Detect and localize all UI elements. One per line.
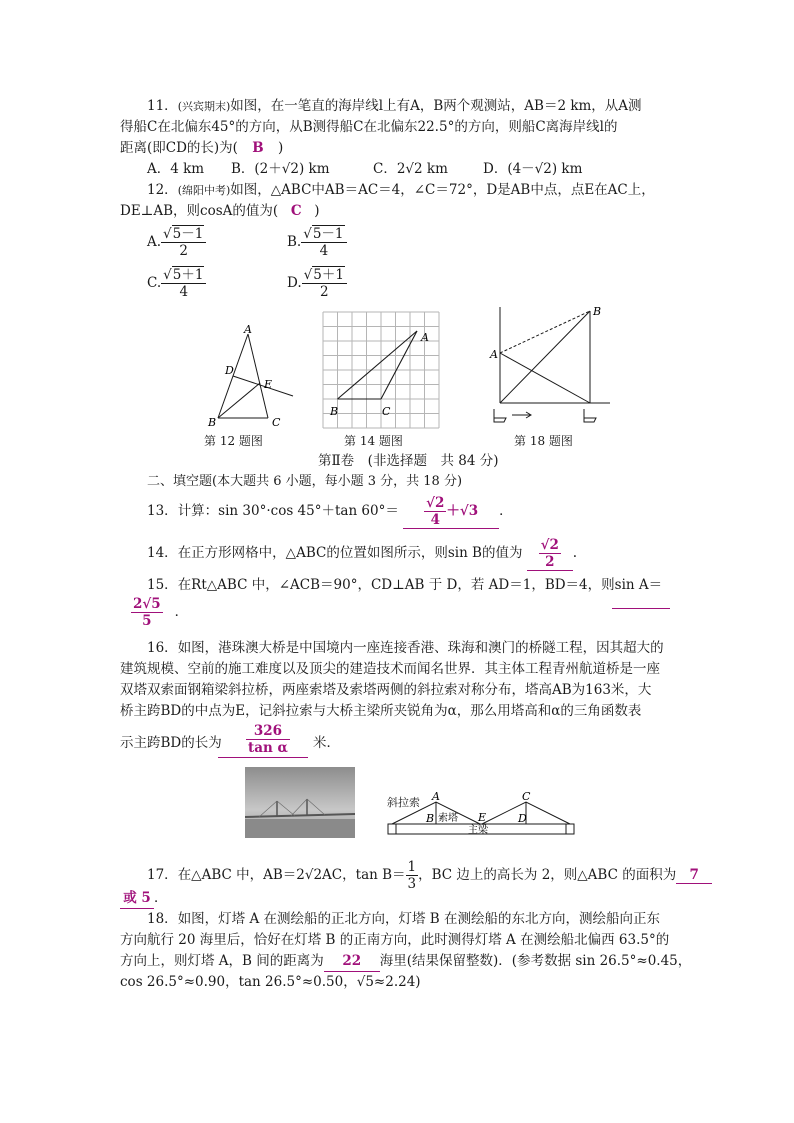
q16-answer-underline [218, 757, 308, 758]
q17-line1 [147, 859, 712, 892]
q12-option-c: C. $\frac{√5+1}{4}$ [147, 267, 206, 300]
fig12-label-a: A [244, 323, 252, 336]
q11-text1: 如图，在一笔直的海岸线l上有A，B两个观测站，AB＝2 km，从A测 [230, 98, 642, 114]
fig12-label-c: C [272, 416, 281, 428]
q15-answer-numerator: 2√5 [133, 596, 161, 612]
q12-option-d-denominator: 2 [319, 284, 329, 300]
fig14-label-a: A [421, 331, 429, 344]
q17-number: 17． [147, 867, 178, 883]
q18-line1 [147, 909, 660, 929]
q15-answer-denominator: 5 [142, 613, 152, 629]
q11-number: 11． [147, 98, 178, 114]
q14-line: 14．在正方形网格中，△ABC的位置如图所示，则sin B的值为 $\frac{√2}{2}$ . [147, 537, 578, 570]
q16-line5 [120, 733, 222, 753]
figure-12 [200, 322, 295, 428]
q12-line1 [147, 180, 655, 201]
bridge-label-d: D [518, 812, 527, 825]
q17-answer-2: 或 5 [120, 888, 154, 909]
q16-answer-denominator: tan α [248, 740, 288, 756]
q12-text1: 如图，△ABC中AB＝AC＝4，∠C＝72°，D是AB中点，点E在AC上， [230, 182, 655, 198]
q18-line4: cos 26.5°≈0.90，tan 26.5°≈0.50，√5≈2.24) [120, 974, 421, 990]
bridge-label-cable: 斜拉索 [387, 796, 420, 809]
q15-answer: $\frac{2√5}{5}$ ． [133, 596, 189, 629]
q12-option-d: D. $\frac{√5+1}{2}$ [287, 267, 347, 300]
fig12-label-e: E [264, 378, 273, 391]
q13-line: 13．计算：sin 30°·cos 45°＋tan 60°＝ $\frac{√2}{4}$ ＋√3 ． [147, 495, 513, 528]
fig14-label-b: B [330, 405, 339, 418]
figure-18 [488, 303, 616, 429]
fig18-caption: 第 18 题图 [514, 434, 573, 448]
q11-close: ) [277, 140, 284, 156]
q16-line3: 双塔双索面钢箱梁斜拉桥，两座索塔及索塔两侧的斜拉索对称分布，塔高AB为163米，大 [120, 682, 652, 698]
q12-answer: C [290, 203, 302, 219]
q12-option-c-denominator: 4 [179, 284, 189, 300]
q17-fraction-numerator: 1 [407, 859, 417, 875]
q11-line2 [120, 117, 617, 137]
q11-line1 [147, 96, 642, 117]
q13-answer-denominator: 4 [430, 512, 440, 528]
q14-answer-denominator: 2 [545, 554, 555, 570]
fig12-label-d: D [225, 364, 234, 377]
q18-line2: 方向航行 20 海里后，恰好在灯塔 B 的正南方向，此时测得灯塔 A 在测绘船北偏西 63.5°的 [120, 932, 670, 948]
q16-answer-numerator: 326 [246, 723, 290, 740]
q14-text: 在正方形网格中，△ABC的位置如图所示，则sin B的值为 [177, 545, 523, 561]
q15-text: 在Rt△ABC 中，∠ACB＝90°，CD⊥AB 于 D，若 AD＝1，BD＝4，则sin A＝ [177, 577, 663, 593]
q12-line2 [120, 201, 319, 221]
q12-option-b: B. $\frac{√5-1}{4}$ [287, 226, 347, 259]
fig14-caption: 第 14 题图 [344, 434, 403, 448]
q16-unit: 米． [313, 735, 340, 751]
q11-option-a: A．4 km [147, 161, 205, 177]
q12-close: ) [314, 203, 320, 219]
q17-fraction-denominator: 3 [407, 876, 417, 892]
q13-text: 计算：sin 30°·cos 45°＋tan 60°＝ [177, 503, 399, 519]
q11-option-c: C．2√2 km [373, 161, 448, 177]
q18-line3 [120, 951, 691, 972]
bridge-label-beam: 主梁 [468, 825, 488, 836]
fig12-label-b: B [208, 416, 217, 428]
q13-answer-numerator: √2 [426, 495, 445, 511]
section-2-heading: 二、填空题(本大题共 6 小题，每小题 3 分，共 18 分) [147, 474, 463, 489]
q18-answer: 22 [324, 951, 380, 972]
q16-line4: 桥主跨BD的中点为E，记斜拉索与大桥主梁所夹锐角为α，那么用塔高和α的三角函数表 [120, 703, 642, 719]
q11-option-b: B．(2＋√2) km [231, 161, 330, 177]
figure-14 [322, 311, 440, 429]
q11-tag: (兴宾期末) [177, 100, 231, 113]
q16-line1 [147, 638, 664, 658]
q11-text3: 距离(即CD的长)为( [120, 140, 238, 156]
q13-number: 13． [147, 503, 178, 519]
fig18-line-to-b [500, 311, 590, 403]
section-2-title: 第Ⅱ卷 (非选择题 共 84 分) [318, 453, 499, 469]
q13-answer-tail: ＋√3 [446, 503, 479, 519]
q15-line [147, 575, 662, 595]
bridge-label-c: C [522, 790, 531, 803]
q17-line2: 或 5 ． [120, 888, 168, 909]
q12-text2: DE⊥AB，则cosA的值为( [120, 203, 279, 219]
bridge-label-b: B [426, 812, 435, 825]
q11-options [147, 159, 582, 179]
bridge-photo [245, 767, 355, 838]
q11-answer: B [252, 140, 264, 156]
q12-tag: (绵阳中考) [177, 184, 231, 197]
q17-answer-1: 7 [676, 867, 712, 884]
fig14-label-c: C [382, 405, 391, 418]
q16-line2: 建筑规模、空前的施工难度以及顶尖的建造技术而闻名世界．其主体工程青州航道桥是一座 [120, 661, 660, 677]
fig18-line-a [500, 353, 590, 403]
q12-option-a: A. $\frac{√5-1}{2}$ [147, 226, 206, 259]
q18-text3b: 海里(结果保留整数)．(参考数据 sin 26.5°≈0.45， [379, 953, 692, 969]
fig14-grid [323, 312, 439, 428]
q17-text1: 在△ABC 中，AB＝2√2AC，tan B＝ [177, 867, 406, 883]
q16-text5: 示主跨BD的长为 [120, 735, 222, 751]
q12-option-c-numerator: 5＋1 [172, 267, 204, 283]
bridge-label-e: E [478, 811, 487, 824]
q11-option-d: D．(4－√2) km [483, 161, 583, 177]
q12-option-a-denominator: 2 [179, 243, 188, 259]
q12-option-b-denominator: 4 [319, 243, 329, 259]
q14-answer-numerator: √2 [540, 537, 559, 553]
fig18-ship-end-icon [584, 409, 596, 422]
fig12-side-ac [248, 334, 268, 418]
q14-number: 14． [147, 545, 178, 561]
q12-option-d-numerator: 5＋1 [313, 267, 344, 283]
q18-number: 18． [147, 911, 178, 927]
fig12-caption: 第 12 题图 [204, 434, 263, 448]
q18-text1: 如图，灯塔 A 在测绘船的正北方向，灯塔 B 在测绘船的东北方向，测绘船向正东 [177, 911, 661, 927]
q15-number: 15． [147, 577, 178, 593]
q16-number: 16． [147, 640, 178, 656]
q18-text3a: 方向上，则灯塔 A，B 间的距离为 [120, 953, 324, 969]
q15-answer-underline [612, 608, 670, 609]
fig18-ship-start-icon [494, 409, 506, 422]
q11-line3 [120, 138, 283, 158]
fig18-label-a: A [490, 348, 498, 361]
fig12-line-de [233, 376, 293, 396]
fig18-dashed-ab [500, 311, 590, 353]
q12-number: 12． [147, 182, 178, 198]
q11-text2: 得船C在北偏东45°的方向，从B测得船C在北偏东22.5°的方向，则船C离海岸线l的 [120, 119, 618, 135]
fig18-label-b: B [593, 305, 602, 318]
bridge-label-a: A [432, 790, 440, 803]
q16-answer [232, 723, 304, 756]
bridge-label-tower: 索塔 [438, 813, 458, 824]
q16-text1: 如图，港珠澳大桥是中国境内一座连接香港、珠海和澳门的桥隧工程，因其超大的 [177, 640, 664, 656]
q12-option-b-numerator: 5－1 [312, 226, 344, 242]
q17-text2: ，BC 边上的高长为 2，则△ABC 的面积为 [418, 867, 677, 883]
q12-option-a-numerator: 5－1 [172, 226, 204, 242]
